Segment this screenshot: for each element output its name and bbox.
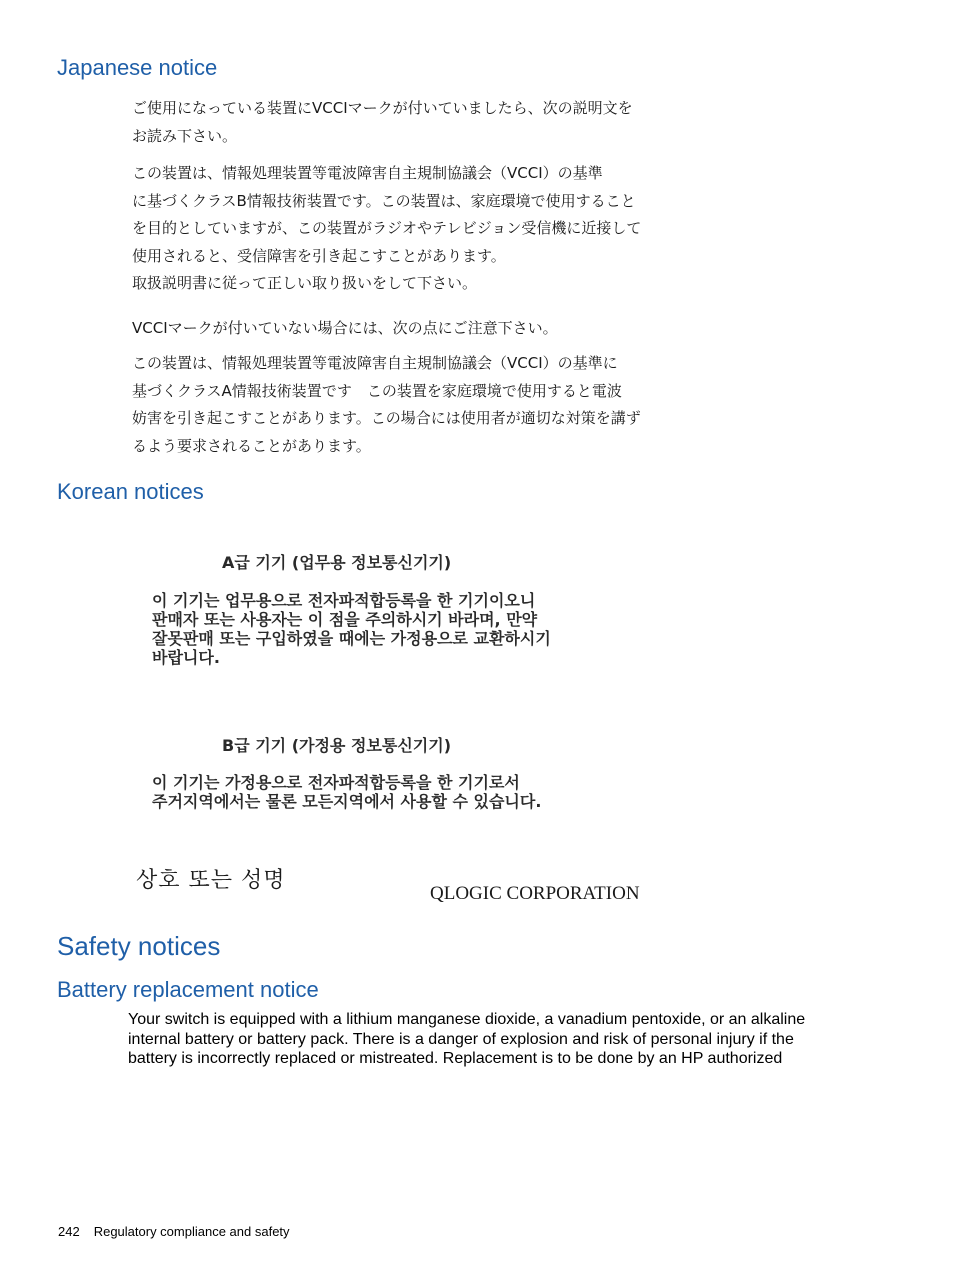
page-number: 242 bbox=[58, 1224, 80, 1239]
korean-class-a-title: A급 기기 (업무용 정보통신기기) bbox=[222, 553, 452, 572]
body-line: Your switch is equipped with a lithium manganese dioxide, a vanadium pentoxide, or an alkaline bbox=[128, 1011, 806, 1028]
japanese-no-mark-intro bbox=[132, 315, 558, 343]
japanese-line: ご使用になっている装置にVCCIマークが付いていましたら、次の説明文を bbox=[132, 99, 633, 117]
footer-section-title: Regulatory compliance and safety bbox=[93, 1224, 290, 1239]
japanese-line: VCCIマークが付いていない場合には、次の点にご注意下さい。 bbox=[132, 319, 558, 337]
battery-notice-body bbox=[128, 1010, 888, 1069]
korean-notices-heading: Korean notices bbox=[57, 479, 204, 504]
japanese-line: を目的としていますが、この装置がラジオやテレビジョン受信機に近接して bbox=[132, 219, 642, 237]
japanese-class-b-notice bbox=[132, 160, 641, 298]
japanese-line: 使用されると、受信障害を引き起こすことがあります。 bbox=[132, 246, 506, 265]
japanese-line: 妨害を引き起こすことがあります。この場合には使用者が適切な対策を講ず bbox=[132, 409, 641, 427]
japanese-class-a-notice bbox=[132, 350, 641, 460]
korean-class-b-body bbox=[152, 773, 541, 811]
battery-notice-heading: Battery replacement notice bbox=[57, 977, 319, 1002]
japanese-line: お読み下さい。 bbox=[132, 126, 238, 145]
company-name: QLOGIC CORPORATION bbox=[430, 883, 640, 904]
japanese-line: この装置は、情報処理装置等電波障害自主規制協議会（VCCI）の基準に bbox=[132, 354, 618, 372]
japanese-line: るよう要求されることがあります。 bbox=[132, 436, 371, 455]
japanese-line: この装置は、情報処理装置等電波障害自主規制協議会（VCCI）の基準 bbox=[132, 164, 603, 182]
korean-class-a-body bbox=[152, 591, 551, 667]
korean-line: 주거지역에서는 물론 모든지역에서 사용할 수 있습니다. bbox=[152, 792, 542, 811]
korean-class-b-title: B급 기기 (가정용 정보통신기기) bbox=[222, 736, 452, 755]
korean-line: 판매자 또는 사용자는 이 점을 주의하시기 바라며, 만약 bbox=[152, 610, 538, 629]
japanese-line: に基づくクラスB情報技術装置です。この装置は、家庭環境で使用すること bbox=[132, 191, 636, 210]
korean-line: 바랍니다. bbox=[152, 648, 220, 667]
page-footer bbox=[58, 1223, 290, 1241]
japanese-notice-heading: Japanese notice bbox=[57, 55, 218, 80]
korean-line: 잘못판매 또는 구입하였을 때에는 가정용으로 교환하시기 bbox=[152, 629, 551, 648]
korean-line: 이 기기는 가정용으로 전자파적합등록을 한 기기로서 bbox=[152, 773, 520, 792]
korean-line: 이 기기는 업무용으로 전자파적합등록을 한 기기이오니 bbox=[152, 591, 536, 610]
japanese-vcci-intro bbox=[132, 95, 633, 150]
body-line: battery is incorrectly replaced or mistreated. Replacement is to be done by an HP authorized bbox=[128, 1050, 783, 1067]
japanese-line: 基づくクラスA情報技術装置です この装置を家庭環境で使用すると電波 bbox=[132, 381, 622, 400]
body-line: internal battery or battery pack. There is a danger of explosion and risk of personal injury if the bbox=[128, 1030, 794, 1048]
safety-notices-heading: Safety notices bbox=[57, 931, 221, 961]
japanese-line: 取扱説明書に従って正しい取り扱いをして下さい。 bbox=[132, 274, 478, 292]
korean-name-label: 상호 또는 성명 bbox=[136, 868, 286, 893]
